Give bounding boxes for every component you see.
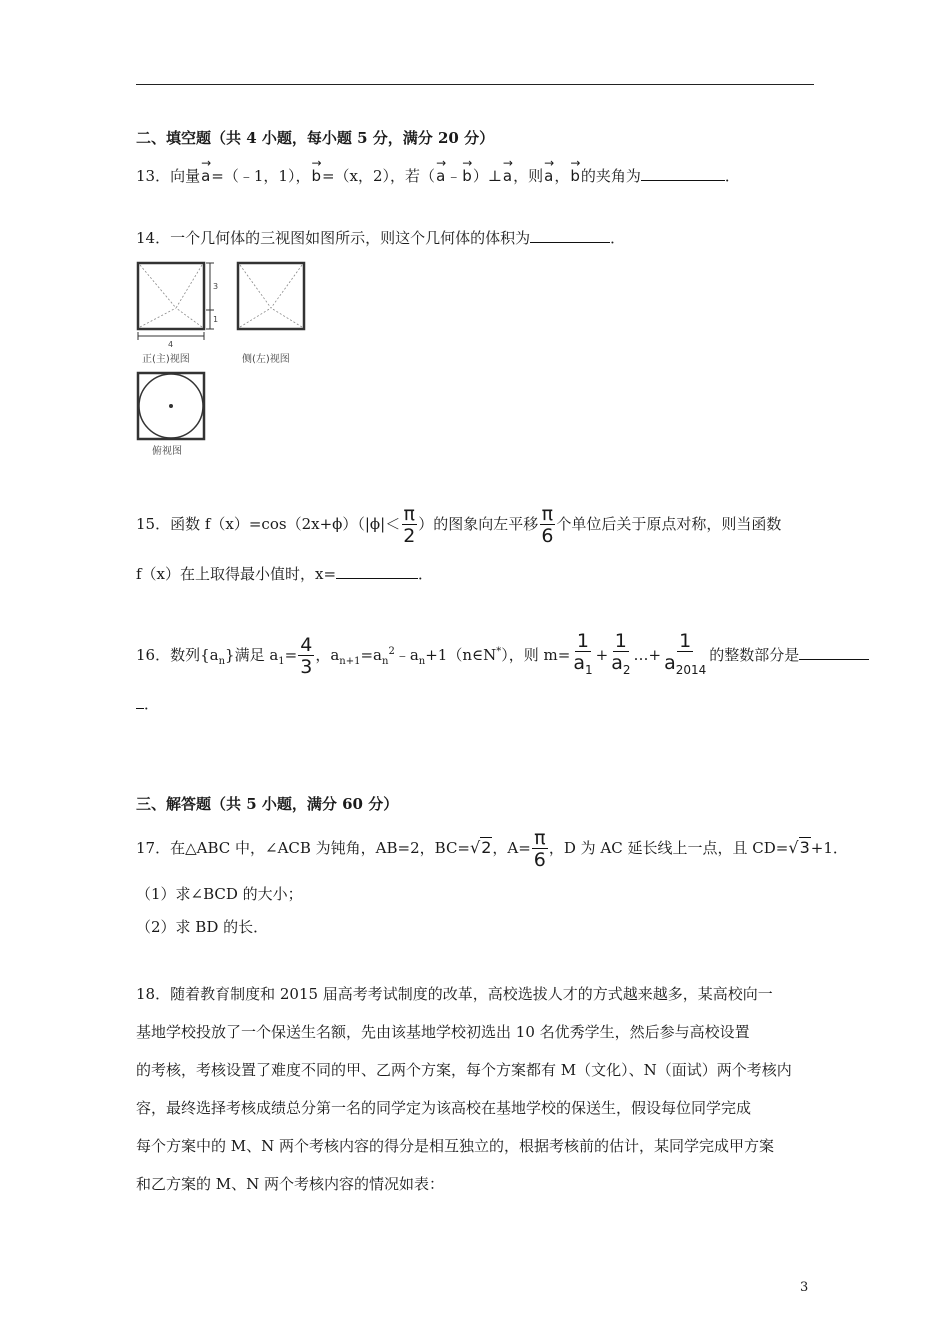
question-17: 17．在△ABC 中，∠ACB 为钝角，AB=2，BC=√2，A= $\frac{\pi}{6}$ ，D 为 AC 延长线上一点，且 CD=√3+1． <box>136 826 848 871</box>
answer-blank <box>799 645 869 660</box>
question-16: 16．数列$\{a_n\}$满足 $a_1=$ $\frac{4}{3}$ ，$a_{n+1}=a_n^2﹣a_n+1(n\in N^*)$，则 m= $\frac{1}{a_1}$ + $\frac{1}{a_2}$ …+ $\frac{1}{a_{2014}}$ 的整数部分是 <box>136 630 869 684</box>
question-14: 14．一个几何体的三视图如图所示，则这个几何体的体积为 ． <box>136 229 626 247</box>
fraction-term-2014: $\frac{1}{a_{2014}}$ <box>664 630 707 677</box>
sqrt-3: √3 <box>788 838 810 857</box>
question-18-line: 的考核，考核设置了难度不同的甲、乙两个方案，每个方案都有 M（文化）、N（面试）两个考核内 <box>136 1061 792 1079</box>
top-view <box>138 373 204 439</box>
question-17-part-1: （1）求∠BCD 的大小； <box>136 885 303 903</box>
question-18-line: 和乙方案的 M、N 两个考核内容的情况如表： <box>136 1175 445 1193</box>
fraction-term-2: $\frac{1}{a_2}$ <box>611 630 631 677</box>
front-view <box>138 263 214 340</box>
fraction-pi-over-2: $\frac{\pi}{2}$ <box>403 502 416 547</box>
question-18-line: 每个方案中的 M、N 两个考核内容的得分是相互独立的，根据考核前的估计，某同学完成甲方案 <box>136 1137 775 1155</box>
dim-height-bottom: 1 <box>213 315 219 324</box>
dim-width: 4 <box>168 340 174 349</box>
answer-blank <box>641 166 725 181</box>
fraction-pi-over-6: $\frac{\pi}{6}$ <box>533 826 546 871</box>
sqrt-2: √2 <box>470 838 492 857</box>
answer-blank-cont <box>136 694 144 709</box>
question-18-line: 容，最终选择考核成绩总分第一名的同学定为该高校在基地学校的保送生，假设每位同学完成 <box>136 1099 752 1117</box>
vector-a: → a <box>201 162 210 186</box>
side-view-label: 侧(左)视图 <box>242 354 290 365</box>
answer-blank <box>530 228 610 243</box>
fraction-pi-over-6: $\frac{\pi}{6}$ <box>541 502 554 547</box>
side-view <box>238 263 304 329</box>
answer-blank <box>336 564 418 579</box>
question-15: 15．函数 f（x）=cos（2x+ϕ）（|ϕ|＜ $\frac{\pi}{2}$ ）的图象向左平移 $\frac{\pi}{6}$ 个单位后关于原点对称，则当函数 <box>136 502 782 547</box>
question-15-line-2: f（x）在上取得最小值时，x= ． <box>136 565 434 583</box>
section-2-heading: 二、填空题（共 4 小题，每小题 5 分，满分 20 分） <box>136 129 495 147</box>
vector-b: → b <box>311 162 321 186</box>
question-13: 13．向量→ a=（﹣1，1），→ b=（x，2），若（→ a﹣→ b）⊥→ a，则→ a，→ b的夹角为 ． <box>136 162 740 186</box>
question-18-line: 18．随着教育制度和 2015 届高考考试制度的改革，高校选拔人才的方式越来越多，某高校向一 <box>136 985 773 1003</box>
fraction-term-1: $\frac{1}{a_1}$ <box>573 630 593 677</box>
question-18-line: 基地学校投放了一个保送生名额，先由该基地学校初选出 10 名优秀学生，然后参与高校设置 <box>136 1023 750 1041</box>
header-rule <box>136 84 814 85</box>
page-number: 3 <box>800 1280 809 1295</box>
section-3-heading: 三、解答题（共 5 小题，满分 60 分） <box>136 795 399 813</box>
top-view-label: 俯视图 <box>152 446 182 457</box>
question-17-part-2: （2）求 BD 的长． <box>136 918 269 936</box>
front-view-label: 正(主)视图 <box>142 354 190 365</box>
question-16-line-2: ． <box>136 694 159 714</box>
dim-height-top: 3 <box>213 282 219 291</box>
fraction-4-over-3: $\frac{4}{3}$ <box>300 633 313 678</box>
